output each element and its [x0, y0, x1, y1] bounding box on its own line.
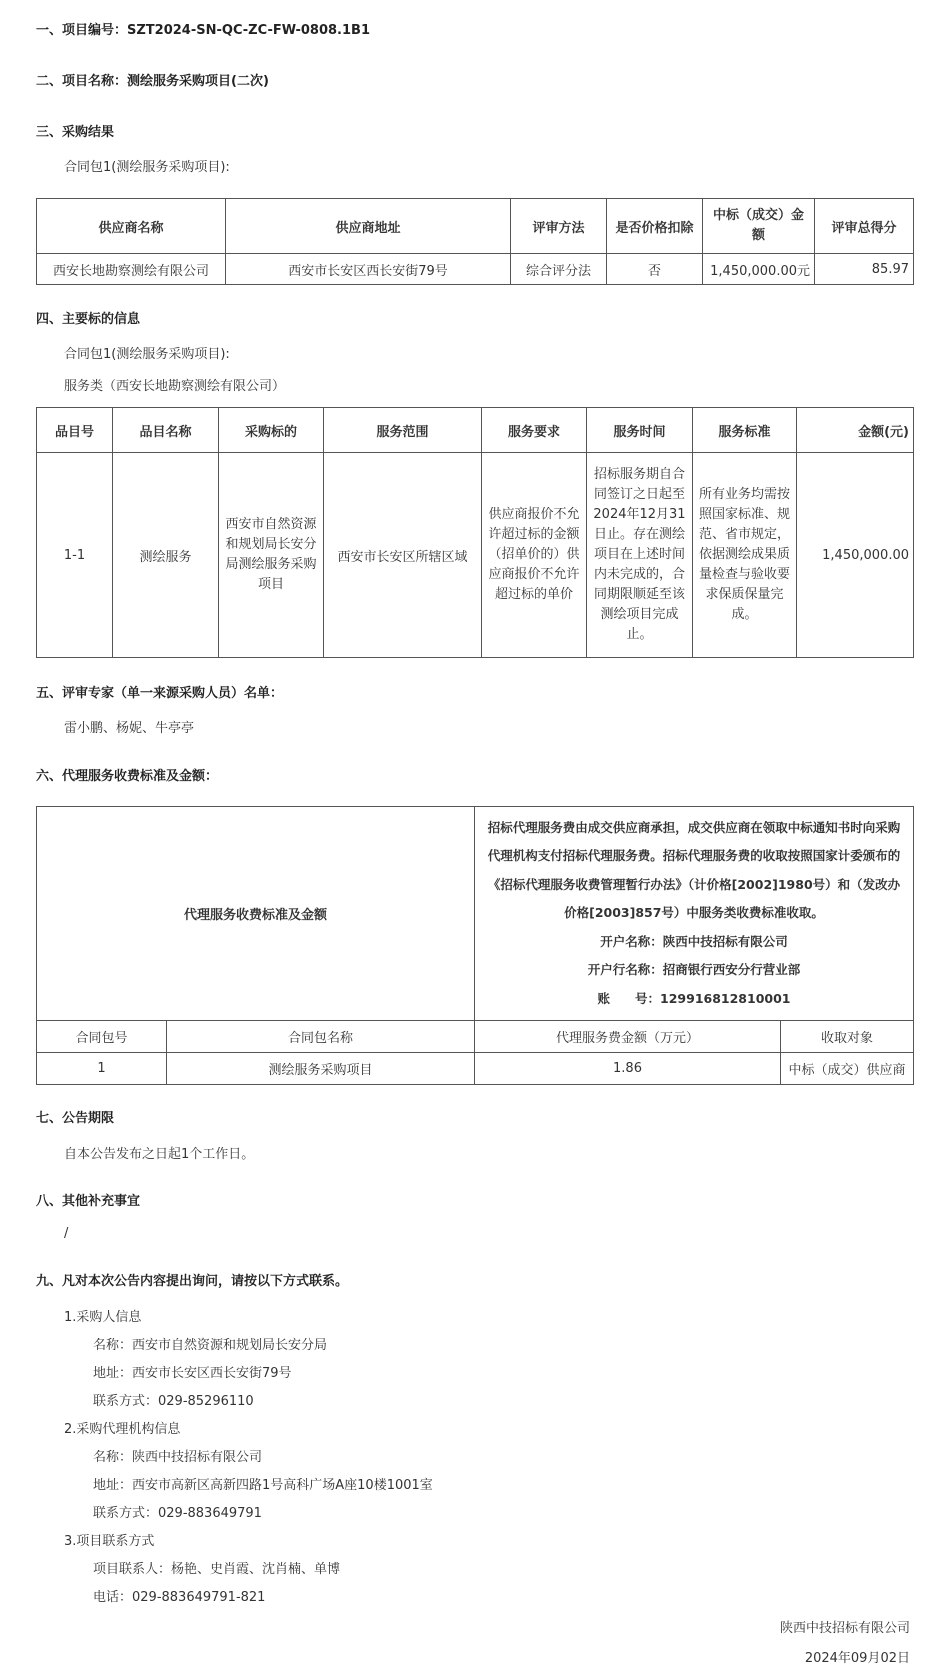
signature-date: 2024年09月02日: [804, 1651, 910, 1666]
fee-desc-line: 《招标代理服务收费管理暂行办法》（计价格[2002]1980号）和（发改办: [487, 876, 901, 892]
header-service-standard: 服务标准: [693, 408, 797, 453]
item-amount: 1,450,000.00: [797, 453, 914, 658]
header-package-number: 合同包号: [37, 1021, 167, 1053]
project-name: [36, 70, 269, 89]
project-contact-phone: 电话：029-883649791-821: [93, 1590, 266, 1605]
header-service-requirement: 服务要求: [482, 408, 587, 453]
table-row: [37, 453, 914, 658]
agency-name: 名称：陕西中技招标有限公司: [93, 1450, 263, 1465]
result-package-label: 合同包1(测绘服务采购项目):: [64, 160, 230, 175]
supplier-name: 西安长地勘察测绘有限公司: [37, 254, 226, 285]
header-item-name: 品目名称: [113, 408, 219, 453]
project-contact-people: 项目联系人：杨艳、史肖霞、沈肖楠、单博: [93, 1562, 341, 1577]
header-charge-target: 收取对象: [781, 1021, 914, 1053]
header-price-deduction: 是否价格扣除: [607, 199, 703, 254]
purchaser-name: 名称：西安市自然资源和规划局长安分局: [93, 1338, 328, 1353]
header-fee-amount: 代理服务费金额（万元）: [475, 1021, 781, 1053]
subject-package-label: 合同包1(测绘服务采购项目):: [64, 347, 230, 362]
fee-description: [475, 807, 914, 1021]
header-review-method: 评审方法: [511, 199, 607, 254]
table-header-row: [37, 1021, 914, 1053]
section-other-matters-heading: 八、其他补充事宜: [36, 1194, 141, 1209]
package-number: 1: [37, 1053, 167, 1085]
service-requirement: 供应商报价不允许超过标的金额（招单价的）供应商报价不允许超过标的单价: [482, 453, 587, 658]
purchaser-info-title: 1.采购人信息: [64, 1310, 142, 1325]
agency-fee-table: [36, 806, 914, 1085]
subject-category-label: 服务类（西安长地勘察测绘有限公司）: [64, 379, 286, 394]
header-service-scope: 服务范围: [324, 408, 482, 453]
purchaser-address: 地址：西安市长安区西长安街79号: [93, 1366, 292, 1381]
header-service-time: 服务时间: [587, 408, 693, 453]
bank-name: 开户行名称：招商银行西安分行营业部: [587, 962, 801, 978]
expert-names: 雷小鹏、杨妮、牛亭亭: [64, 721, 195, 736]
header-supplier-name: 供应商名称: [37, 199, 226, 254]
project-contact-title: 3.项目联系方式: [64, 1534, 155, 1549]
fee-desc-line: 价格[2003]857号）中服务类收费标准收取。: [564, 905, 824, 921]
item-name: 测绘服务: [113, 453, 219, 658]
service-standard: 所有业务均需按照国家标准、规范、省市规定，依据测绘成果质量检查与验收要求保质保量完成。: [693, 453, 797, 658]
procurement-result-table: [36, 198, 914, 285]
section-procurement-result-heading: 三、采购结果: [36, 125, 115, 140]
agency-phone: 联系方式：029-883649791: [93, 1506, 262, 1521]
purchaser-phone: 联系方式：029-85296110: [93, 1394, 254, 1409]
header-package-name: 合同包名称: [167, 1021, 475, 1053]
package-name: 测绘服务采购项目: [167, 1053, 475, 1085]
agency-info-title: 2.采购代理机构信息: [64, 1422, 181, 1437]
service-time: 招标服务期自合同签订之日起至2024年12月31日止。存在测绘项目在上述时间内未完成的，合同期限顺延至该测绘项目完成止。: [587, 453, 693, 658]
review-method: 综合评分法: [511, 254, 607, 285]
agency-address: 地址：西安市高新区高新四路1号高科广场A座10楼1001室: [93, 1478, 433, 1493]
section-experts-heading: 五、评审专家（单一来源采购人员）名单：: [36, 686, 284, 701]
table-header-row: [37, 408, 914, 453]
section-notice-period-heading: 七、公告期限: [36, 1111, 115, 1126]
project-number: [36, 19, 370, 38]
header-supplier-address: 供应商地址: [226, 199, 511, 254]
bid-amount: 1,450,000.00元: [703, 254, 815, 285]
header-item-number: 品目号: [37, 408, 113, 453]
fee-desc-line: 代理机构支付招标代理服务费。招标代理服务费的收取按照国家计委颁布的: [487, 848, 901, 864]
header-procurement-subject: 采购标的: [219, 408, 324, 453]
procurement-subject: 西安市自然资源和规划局长安分局测绘服务采购项目: [219, 453, 324, 658]
table-header-row: [37, 199, 914, 254]
item-number: 1-1: [37, 453, 113, 658]
fee-desc-line: 招标代理服务费由成交供应商承担，成交供应商在领取中标通知书时向采购: [487, 819, 901, 835]
header-total-score: 评审总得分: [815, 199, 914, 254]
service-scope: 西安市长安区所辖区域: [324, 453, 482, 658]
fee-description-row: [37, 807, 914, 1021]
main-subject-table: [36, 407, 914, 658]
project-number-value: SZT2024-SN-QC-ZC-FW-0808.1B1: [127, 23, 370, 38]
project-name-label: 二、项目名称：: [36, 74, 128, 89]
fee-standard-label: 代理服务收费标准及金额: [37, 807, 475, 1021]
charge-target: 中标（成交）供应商: [781, 1053, 914, 1085]
project-number-label: 一、项目编号：: [36, 23, 128, 38]
price-deduction: 否: [607, 254, 703, 285]
header-amount: 金额(元): [797, 408, 914, 453]
section-contact-heading: 九、凡对本次公告内容提出询问，请按以下方式联系。: [36, 1274, 349, 1289]
fee-amount: 1.86: [475, 1053, 781, 1085]
header-bid-amount: 中标（成交）金额: [703, 199, 815, 254]
project-name-value: 测绘服务采购项目(二次): [127, 74, 269, 89]
section-agency-fee-heading: 六、代理服务收费标准及金额：: [36, 769, 219, 784]
table-row: [37, 254, 914, 285]
account-name: 开户名称：陕西中技招标有限公司: [600, 933, 788, 949]
supplier-address: 西安市长安区西长安街79号: [226, 254, 511, 285]
section-main-subject-heading: 四、主要标的信息: [36, 312, 141, 327]
notice-period-text: 自本公告发布之日起1个工作日。: [64, 1147, 255, 1162]
other-matters-text: /: [64, 1226, 69, 1241]
account-number: 账 号：129916812810001: [597, 990, 791, 1006]
total-score: 85.97: [815, 254, 914, 285]
signature-org: 陕西中技招标有限公司: [779, 1621, 910, 1636]
table-row: [37, 1053, 914, 1085]
